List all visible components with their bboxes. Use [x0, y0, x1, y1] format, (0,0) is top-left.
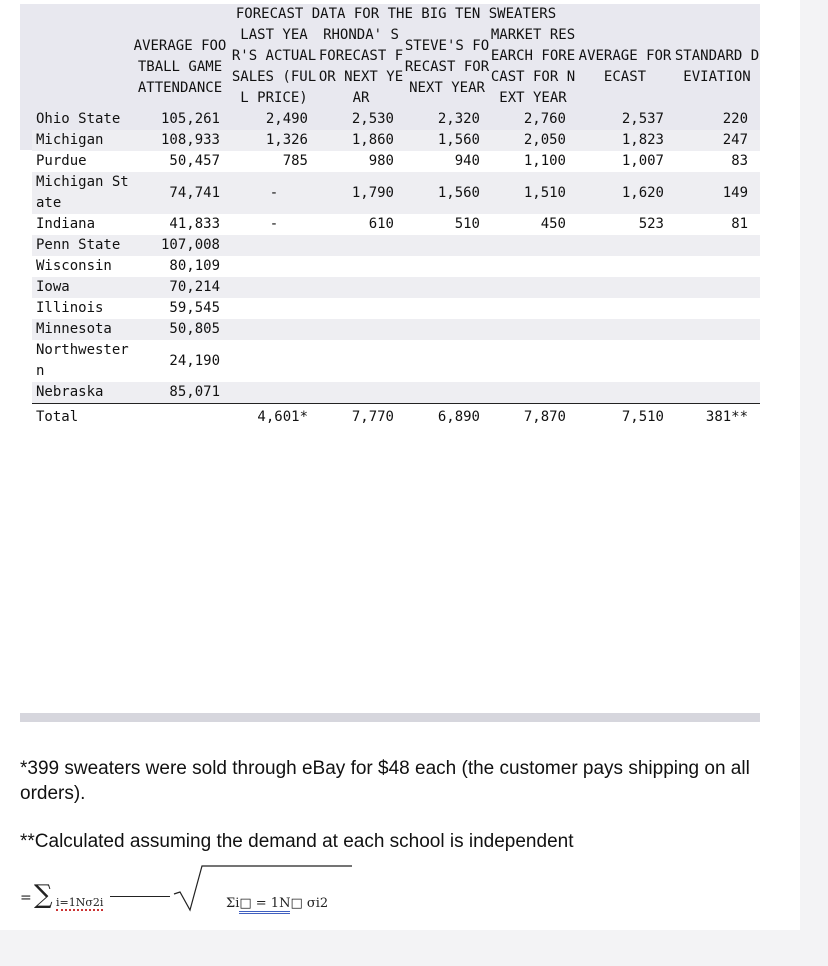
table-row — [32, 235, 760, 256]
cell-school: Iowa — [36, 279, 70, 295]
footnote-ebay: *399 sweaters were sold through eBay for $48 each (the customer pays shipping on all orders). — [20, 758, 750, 804]
cell-market — [490, 319, 576, 340]
cell-steve: 510 — [454, 216, 480, 232]
cell-std — [674, 298, 760, 319]
cell-last-sales: 1,326 — [265, 132, 308, 148]
cell-steve: 940 — [454, 153, 480, 169]
cell-school: Minnesota — [36, 321, 112, 337]
cell-rhonda — [318, 235, 404, 256]
cell-std — [674, 256, 760, 277]
cell-last-sales — [230, 382, 318, 404]
cell-attendance: 50,457 — [169, 153, 220, 169]
cell-std — [674, 319, 760, 340]
cell-steve — [404, 277, 490, 298]
header-average: AVERAGE FORECAST — [578, 48, 672, 85]
total-rhonda: 7,770 — [318, 404, 404, 432]
cell-std: 220 — [722, 111, 749, 127]
cell-attendance: 108,933 — [160, 132, 220, 148]
cell-average: 1,620 — [621, 184, 664, 201]
cell-last-sales — [230, 340, 318, 382]
cell-rhonda — [318, 382, 404, 404]
table-row — [32, 130, 760, 151]
cell-rhonda: 980 — [368, 153, 394, 169]
formula-root-content — [226, 896, 328, 911]
cell-attendance: 50,805 — [169, 321, 220, 337]
total-std: 381** — [674, 404, 760, 432]
cell-average — [576, 340, 674, 382]
cell-school: Northwestern — [36, 342, 129, 379]
table-row — [32, 340, 760, 382]
cell-market — [490, 256, 576, 277]
cell-attendance: 85,071 — [169, 384, 220, 400]
formula-sum-subscript: i=1Nσ2i — [56, 896, 104, 909]
cell-attendance: 74,741 — [169, 184, 220, 201]
cell-average: 2,537 — [621, 111, 664, 127]
cell-market: 2,050 — [523, 132, 566, 148]
table-row — [32, 214, 760, 235]
cell-market — [490, 340, 576, 382]
table-row — [32, 109, 760, 130]
cell-steve: 1,560 — [437, 184, 480, 201]
header-school — [32, 25, 130, 109]
fraction-line — [110, 896, 170, 897]
cell-market — [490, 298, 576, 319]
cell-market: 2,760 — [523, 111, 566, 127]
cell-std — [674, 277, 760, 298]
total-school: Total — [32, 404, 130, 432]
cell-average — [576, 256, 674, 277]
total-last-sales: 4,601* — [230, 404, 318, 432]
cell-average: 523 — [638, 216, 664, 232]
cell-average — [576, 319, 674, 340]
cell-std — [674, 340, 760, 382]
cell-market — [490, 235, 576, 256]
cell-steve — [404, 256, 490, 277]
cell-average: 1,007 — [621, 153, 664, 169]
cell-std: 247 — [722, 132, 749, 148]
cell-std: 83 — [731, 153, 749, 169]
cell-rhonda — [318, 277, 404, 298]
total-steve: 6,890 — [404, 404, 490, 432]
cell-rhonda: 1,790 — [351, 184, 394, 201]
table-body — [32, 109, 760, 431]
cell-attendance: 80,109 — [169, 258, 220, 274]
cell-steve: 2,320 — [437, 111, 480, 127]
formula-root-post: □ σi2 — [290, 896, 329, 911]
cell-rhonda: 1,860 — [351, 132, 394, 148]
cell-last-sales — [230, 298, 318, 319]
formula-root-pre: Σi — [226, 896, 240, 911]
header-rhonda: RHONDA' S FORECAST FOR NEXT YEAR — [318, 27, 404, 106]
total-row — [32, 404, 760, 432]
cell-rhonda — [318, 298, 404, 319]
table-row — [32, 382, 760, 404]
cell-school: Purdue — [36, 153, 87, 169]
cell-rhonda — [318, 319, 404, 340]
cell-attendance: 24,190 — [169, 352, 220, 369]
formula-root-underlined: □ = 1N — [239, 896, 290, 914]
cell-market: 450 — [540, 216, 566, 232]
table-row — [32, 151, 760, 172]
cell-steve — [404, 382, 490, 404]
cell-rhonda — [318, 256, 404, 277]
cell-school: Wisconsin — [36, 258, 112, 274]
cell-school: Michigan State — [36, 174, 129, 211]
cell-market: 1,100 — [523, 153, 566, 169]
cell-market — [490, 382, 576, 404]
total-market: 7,870 — [490, 404, 576, 432]
cell-attendance: 107,008 — [160, 237, 220, 253]
std-formula — [20, 856, 350, 916]
header-last-sales: LAST YEAR'S ACTUAL SALES (FULL PRICE) — [231, 27, 317, 106]
table-bottom-bar — [20, 713, 760, 722]
cell-average — [576, 382, 674, 404]
cell-steve: 1,560 — [437, 132, 480, 148]
cell-average — [576, 235, 674, 256]
cell-last-sales — [230, 277, 318, 298]
header-steve: STEVE'S FORECAST FOR NEXT YEAR — [404, 37, 490, 96]
header-row — [32, 25, 760, 109]
table-title: FORECAST DATA FOR THE BIG TEN SWEATERS — [235, 6, 557, 22]
cell-steve — [404, 340, 490, 382]
table-row — [32, 172, 760, 214]
cell-average — [576, 277, 674, 298]
cell-rhonda: 2,530 — [351, 111, 394, 127]
cell-market — [490, 277, 576, 298]
cell-last-sales: 785 — [282, 153, 308, 169]
cell-std — [674, 235, 760, 256]
cell-steve — [404, 319, 490, 340]
header-market: MARKET RESEARCH FORECAST FOR NEXT YEAR — [490, 27, 576, 106]
cell-last-sales — [230, 319, 318, 340]
header-std: STANDARD DEVIATION — [674, 48, 760, 85]
cell-school: Illinois — [36, 300, 104, 316]
cell-market: 1,510 — [523, 184, 566, 201]
cell-last-sales: 2,490 — [265, 111, 308, 127]
header-attendance: AVERAGE FOOTBALL GAME ATTENDANCE — [133, 37, 227, 96]
cell-attendance: 70,214 — [169, 279, 220, 295]
total-average: 7,510 — [576, 404, 674, 432]
cell-last-sales: - — [269, 184, 279, 201]
cell-std: 81 — [731, 216, 749, 232]
cell-rhonda — [318, 340, 404, 382]
sigma-icon: ∑ — [34, 880, 53, 910]
total-attendance — [130, 404, 230, 432]
cell-attendance: 41,833 — [169, 216, 220, 232]
footnote-independent: **Calculated assuming the demand at each school is independent — [20, 831, 574, 852]
cell-last-sales: - — [269, 216, 279, 232]
cell-attendance: 59,545 — [169, 300, 220, 316]
cell-average: 1,823 — [621, 132, 664, 148]
cell-last-sales — [230, 256, 318, 277]
cell-rhonda: 610 — [368, 216, 394, 232]
cell-school: Nebraska — [36, 384, 104, 400]
cell-school: Penn State — [36, 237, 121, 253]
cell-school: Ohio State — [36, 111, 121, 127]
cell-steve — [404, 235, 490, 256]
table-row — [32, 298, 760, 319]
table-row — [32, 319, 760, 340]
cell-steve — [404, 298, 490, 319]
cell-average — [576, 298, 674, 319]
cell-school: Indiana — [36, 216, 96, 232]
cell-std — [674, 382, 760, 404]
cell-attendance: 105,261 — [160, 111, 220, 127]
forecast-table — [32, 4, 760, 431]
table-row — [32, 277, 760, 298]
cell-last-sales — [230, 235, 318, 256]
table-row — [32, 256, 760, 277]
cell-school: Michigan — [36, 132, 104, 148]
cell-std: 149 — [722, 184, 749, 201]
formula-equals: = — [20, 890, 32, 906]
